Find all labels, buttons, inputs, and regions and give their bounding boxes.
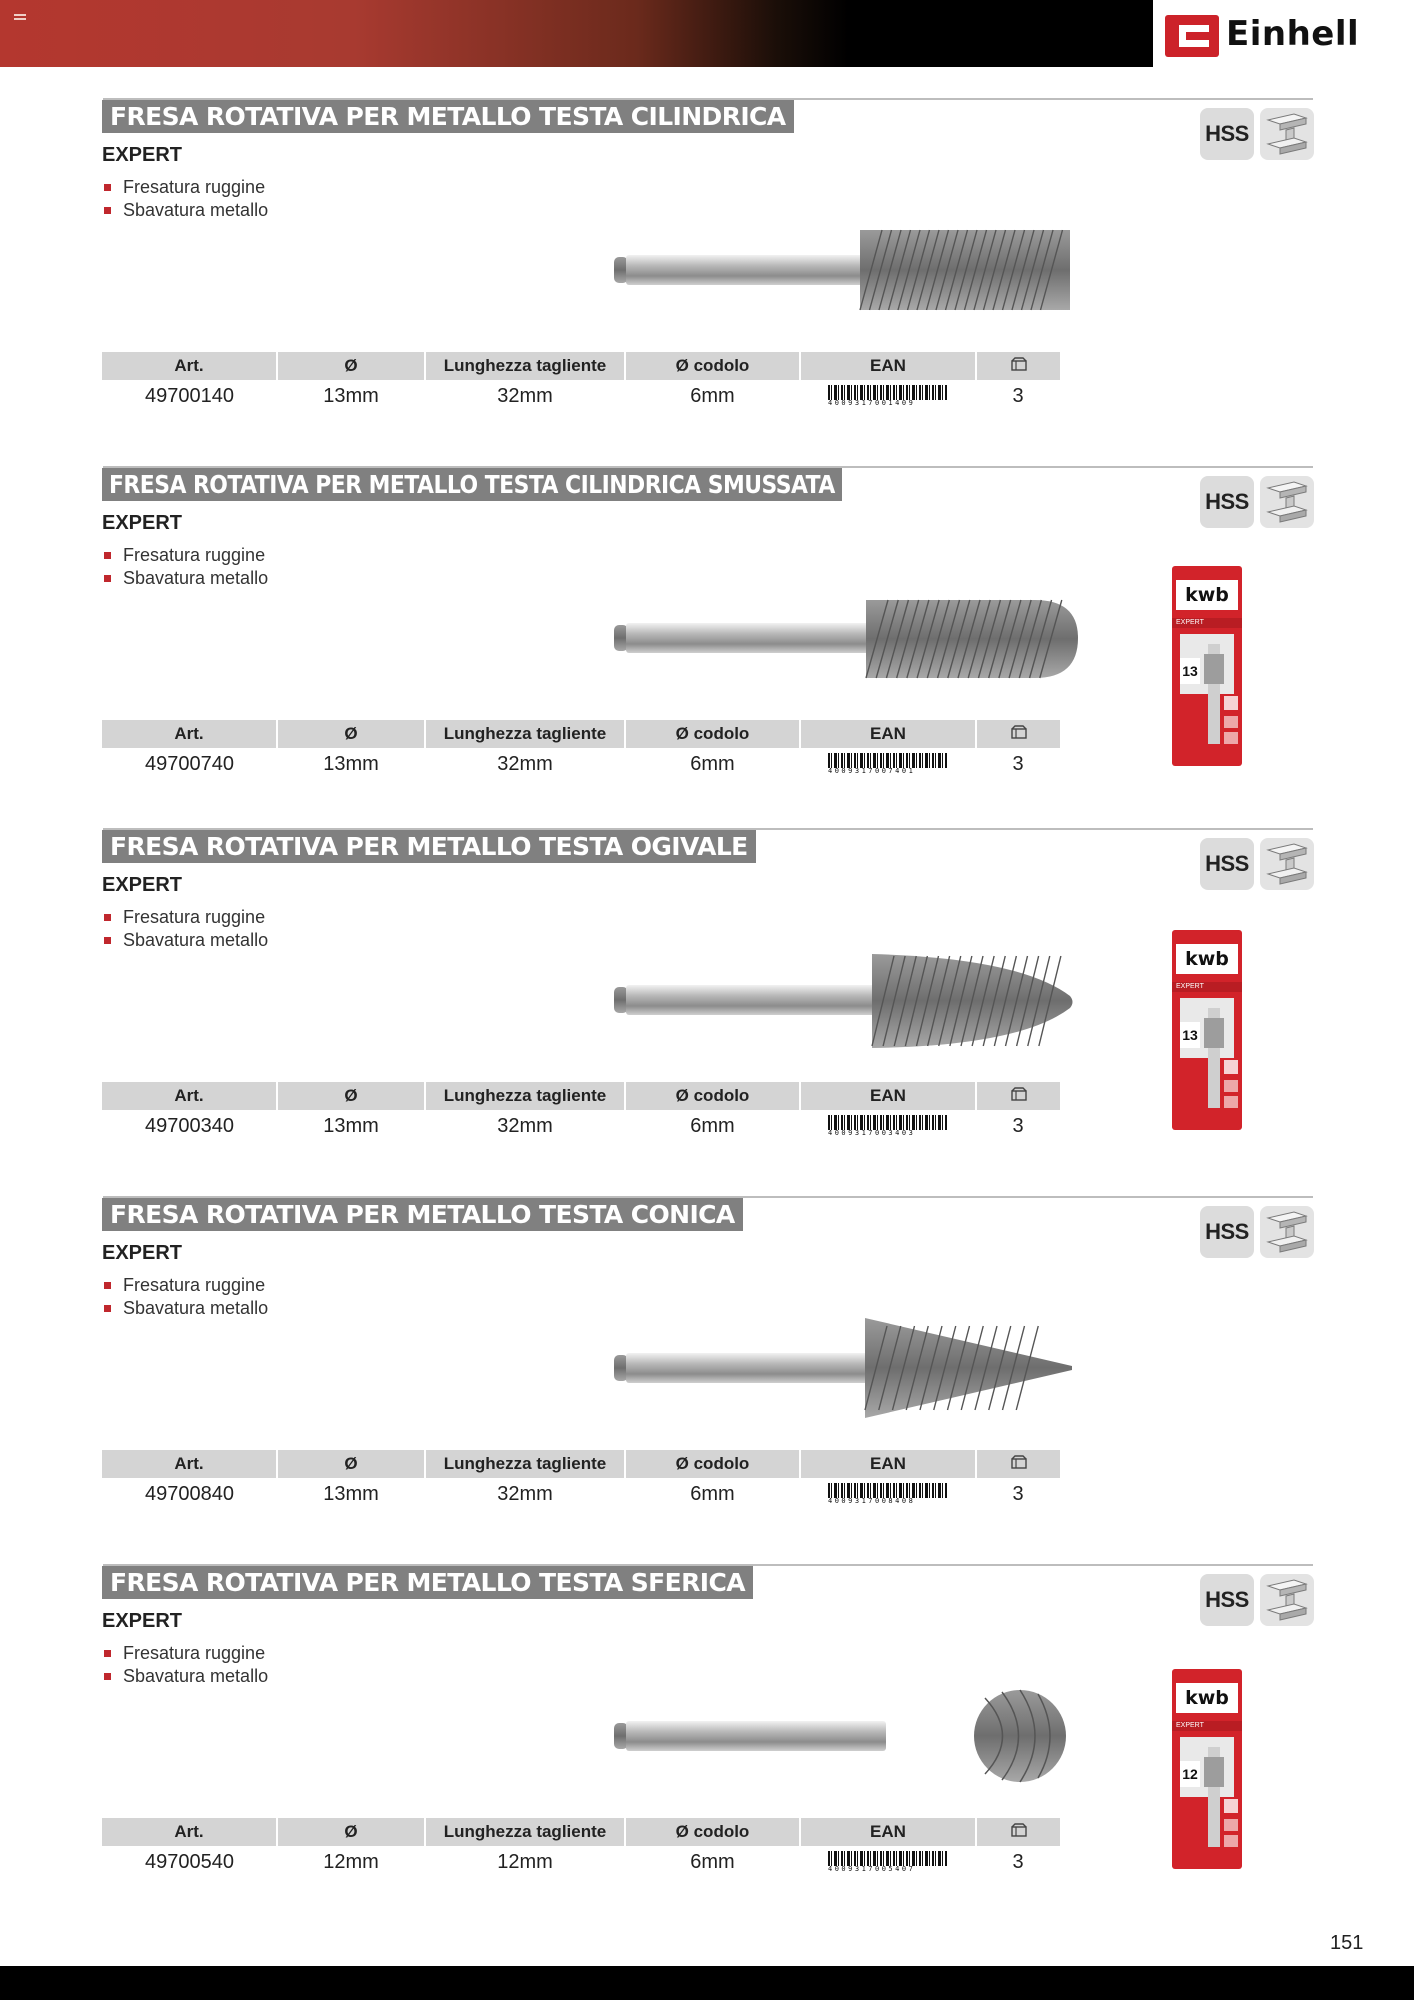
product-image	[610, 1316, 1090, 1426]
cutting-length: 32mm	[497, 384, 553, 407]
column-header: Art.	[102, 1450, 277, 1478]
steel-beam-icon	[1260, 476, 1314, 528]
column-header: Art.	[102, 352, 277, 380]
quantity: 3	[1012, 384, 1024, 407]
article-number: 49700840	[145, 1482, 234, 1505]
column-header: Ø codolo	[625, 352, 800, 380]
ean-number: 4009317007401	[828, 767, 916, 776]
pack-brand: kwb	[1185, 1687, 1229, 1709]
brand-name: Einhell	[1226, 14, 1360, 54]
product-image	[610, 586, 1090, 696]
pack-sublabel: EXPERT	[1176, 1722, 1204, 1729]
feature-list	[103, 1642, 268, 1688]
article-number: 49700740	[145, 752, 234, 775]
ean-number: 4009317005407	[828, 1865, 916, 1874]
product-line: EXPERT	[102, 144, 183, 166]
cutting-length: 12mm	[497, 1850, 553, 1873]
product-title: FRESA ROTATIVA PER METALLO TESTA CILINDRICA	[102, 100, 794, 133]
feature-list	[103, 544, 268, 590]
cutting-length: 32mm	[497, 1482, 553, 1505]
product-section	[0, 466, 1414, 826]
diameter: 13mm	[323, 1482, 379, 1505]
spec-header-row	[102, 1450, 1060, 1478]
package-icon	[976, 1818, 1060, 1846]
column-header: Ø codolo	[625, 720, 800, 748]
package-icon	[976, 352, 1060, 380]
product-section	[0, 98, 1414, 458]
product-image	[610, 218, 1090, 328]
ean-barcode	[800, 1110, 976, 1142]
hss-badge-icon: HSS	[1200, 1574, 1254, 1626]
page-number: 151	[1330, 1932, 1364, 1954]
column-header: Ø codolo	[625, 1818, 800, 1846]
steel-beam-icon	[1260, 838, 1314, 890]
column-header: Lunghezza tagliente	[425, 720, 625, 748]
product-title: FRESA ROTATIVA PER METALLO TESTA SFERICA	[102, 1566, 753, 1599]
feature-item: Sbavatura metallo	[103, 929, 268, 952]
product-package-image	[1172, 930, 1242, 1130]
barcode-icon	[828, 1115, 948, 1137]
ean-barcode	[800, 380, 976, 412]
pack-size-label: 13	[1182, 663, 1198, 679]
table-row	[102, 1478, 1060, 1510]
product-line: EXPERT	[102, 1242, 183, 1264]
ean-barcode	[800, 748, 976, 780]
feature-item: Fresatura ruggine	[103, 1274, 268, 1297]
spec-table	[102, 352, 1060, 412]
product-line: EXPERT	[102, 512, 183, 534]
hss-badge-icon: HSS	[1200, 476, 1254, 528]
barcode-icon	[828, 1851, 948, 1873]
article-number: 49700540	[145, 1850, 234, 1873]
quantity: 3	[1012, 752, 1024, 775]
diameter: 13mm	[323, 384, 379, 407]
quantity: 3	[1012, 1114, 1024, 1137]
spec-table	[102, 720, 1060, 780]
pack-brand: kwb	[1185, 584, 1229, 606]
column-header: Lunghezza tagliente	[425, 1450, 625, 1478]
product-package-image	[1172, 566, 1242, 766]
spec-table	[102, 1818, 1060, 1878]
diameter: 13mm	[323, 752, 379, 775]
article-number: 49700340	[145, 1114, 234, 1137]
product-section	[0, 1196, 1414, 1556]
feature-list	[103, 176, 268, 222]
footer-bar	[0, 1966, 1414, 2000]
column-header: Ø	[277, 1450, 425, 1478]
product-title: FRESA ROTATIVA PER METALLO TESTA CONICA	[102, 1198, 743, 1231]
pack-brand: kwb	[1185, 948, 1229, 970]
spec-header-row	[102, 1818, 1060, 1846]
ean-number: 4009317008408	[828, 1497, 916, 1506]
product-title: FRESA ROTATIVA PER METALLO TESTA OGIVALE	[102, 830, 756, 863]
column-header: Art.	[102, 1082, 277, 1110]
table-row	[102, 1846, 1060, 1878]
quantity: 3	[1012, 1482, 1024, 1505]
product-image	[610, 1684, 1090, 1794]
table-row	[102, 748, 1060, 780]
ean-barcode	[800, 1478, 976, 1510]
pack-sublabel: EXPERT	[1176, 619, 1204, 626]
shank-diameter: 6mm	[690, 1850, 735, 1873]
table-row	[102, 1110, 1060, 1142]
column-header: EAN	[800, 720, 976, 748]
column-header: Ø codolo	[625, 1082, 800, 1110]
steel-beam-icon	[1260, 108, 1314, 160]
feature-list	[103, 906, 268, 952]
column-header: Ø	[277, 1082, 425, 1110]
feature-item: Fresatura ruggine	[103, 906, 268, 929]
hss-badge-icon: HSS	[1200, 108, 1254, 160]
product-title: FRESA ROTATIVA PER METALLO TESTA CILINDRICA SMUSSATA	[102, 468, 842, 501]
column-header: Ø	[277, 720, 425, 748]
column-header: EAN	[800, 1450, 976, 1478]
ean-barcode	[800, 1846, 976, 1878]
column-header: EAN	[800, 1082, 976, 1110]
package-icon	[976, 720, 1060, 748]
feature-item: Sbavatura metallo	[103, 1665, 268, 1688]
feature-list	[103, 1274, 268, 1320]
feature-item: Sbavatura metallo	[103, 199, 268, 222]
ean-number: 4009317003403	[828, 1129, 916, 1138]
diameter: 12mm	[323, 1850, 379, 1873]
hss-badge-icon: HSS	[1200, 1206, 1254, 1258]
product-package-image	[1172, 1669, 1242, 1869]
spec-header-row	[102, 720, 1060, 748]
hss-badge-icon: HSS	[1200, 838, 1254, 890]
column-header: Ø	[277, 1818, 425, 1846]
barcode-icon	[828, 385, 948, 407]
product-section	[0, 828, 1414, 1188]
package-icon	[976, 1450, 1060, 1478]
feature-item: Fresatura ruggine	[103, 1642, 268, 1665]
column-header: Lunghezza tagliente	[425, 1818, 625, 1846]
column-header: Art.	[102, 1818, 277, 1846]
feature-item: Sbavatura metallo	[103, 1297, 268, 1320]
spec-header-row	[102, 1082, 1060, 1110]
product-image	[610, 948, 1090, 1058]
steel-beam-icon	[1260, 1574, 1314, 1626]
quantity: 3	[1012, 1850, 1024, 1873]
package-icon	[976, 1082, 1060, 1110]
menu-icon[interactable]	[14, 14, 26, 24]
column-header: Lunghezza tagliente	[425, 352, 625, 380]
pack-sublabel: EXPERT	[1176, 983, 1204, 990]
article-number: 49700140	[145, 384, 234, 407]
cutting-length: 32mm	[497, 752, 553, 775]
cutting-length: 32mm	[497, 1114, 553, 1137]
feature-item: Fresatura ruggine	[103, 176, 268, 199]
column-header: Lunghezza tagliente	[425, 1082, 625, 1110]
feature-item: Fresatura ruggine	[103, 544, 268, 567]
column-header: EAN	[800, 1818, 976, 1846]
product-line: EXPERT	[102, 1610, 183, 1632]
column-header: Ø codolo	[625, 1450, 800, 1478]
shank-diameter: 6mm	[690, 1482, 735, 1505]
shank-diameter: 6mm	[690, 384, 735, 407]
product-line: EXPERT	[102, 874, 183, 896]
diameter: 13mm	[323, 1114, 379, 1137]
spec-header-row	[102, 352, 1060, 380]
spec-table	[102, 1450, 1060, 1510]
feature-item: Sbavatura metallo	[103, 567, 268, 590]
spec-table	[102, 1082, 1060, 1142]
column-header: Art.	[102, 720, 277, 748]
steel-beam-icon	[1260, 1206, 1314, 1258]
column-header: Ø	[277, 352, 425, 380]
shank-diameter: 6mm	[690, 752, 735, 775]
table-row	[102, 380, 1060, 412]
barcode-icon	[828, 1483, 948, 1505]
pack-size-label: 13	[1182, 1027, 1198, 1043]
shank-diameter: 6mm	[690, 1114, 735, 1137]
pack-size-label: 12	[1182, 1766, 1198, 1782]
barcode-icon	[828, 753, 948, 775]
column-header: EAN	[800, 352, 976, 380]
ean-number: 4009317001409	[828, 399, 916, 408]
product-section	[0, 1564, 1414, 1924]
